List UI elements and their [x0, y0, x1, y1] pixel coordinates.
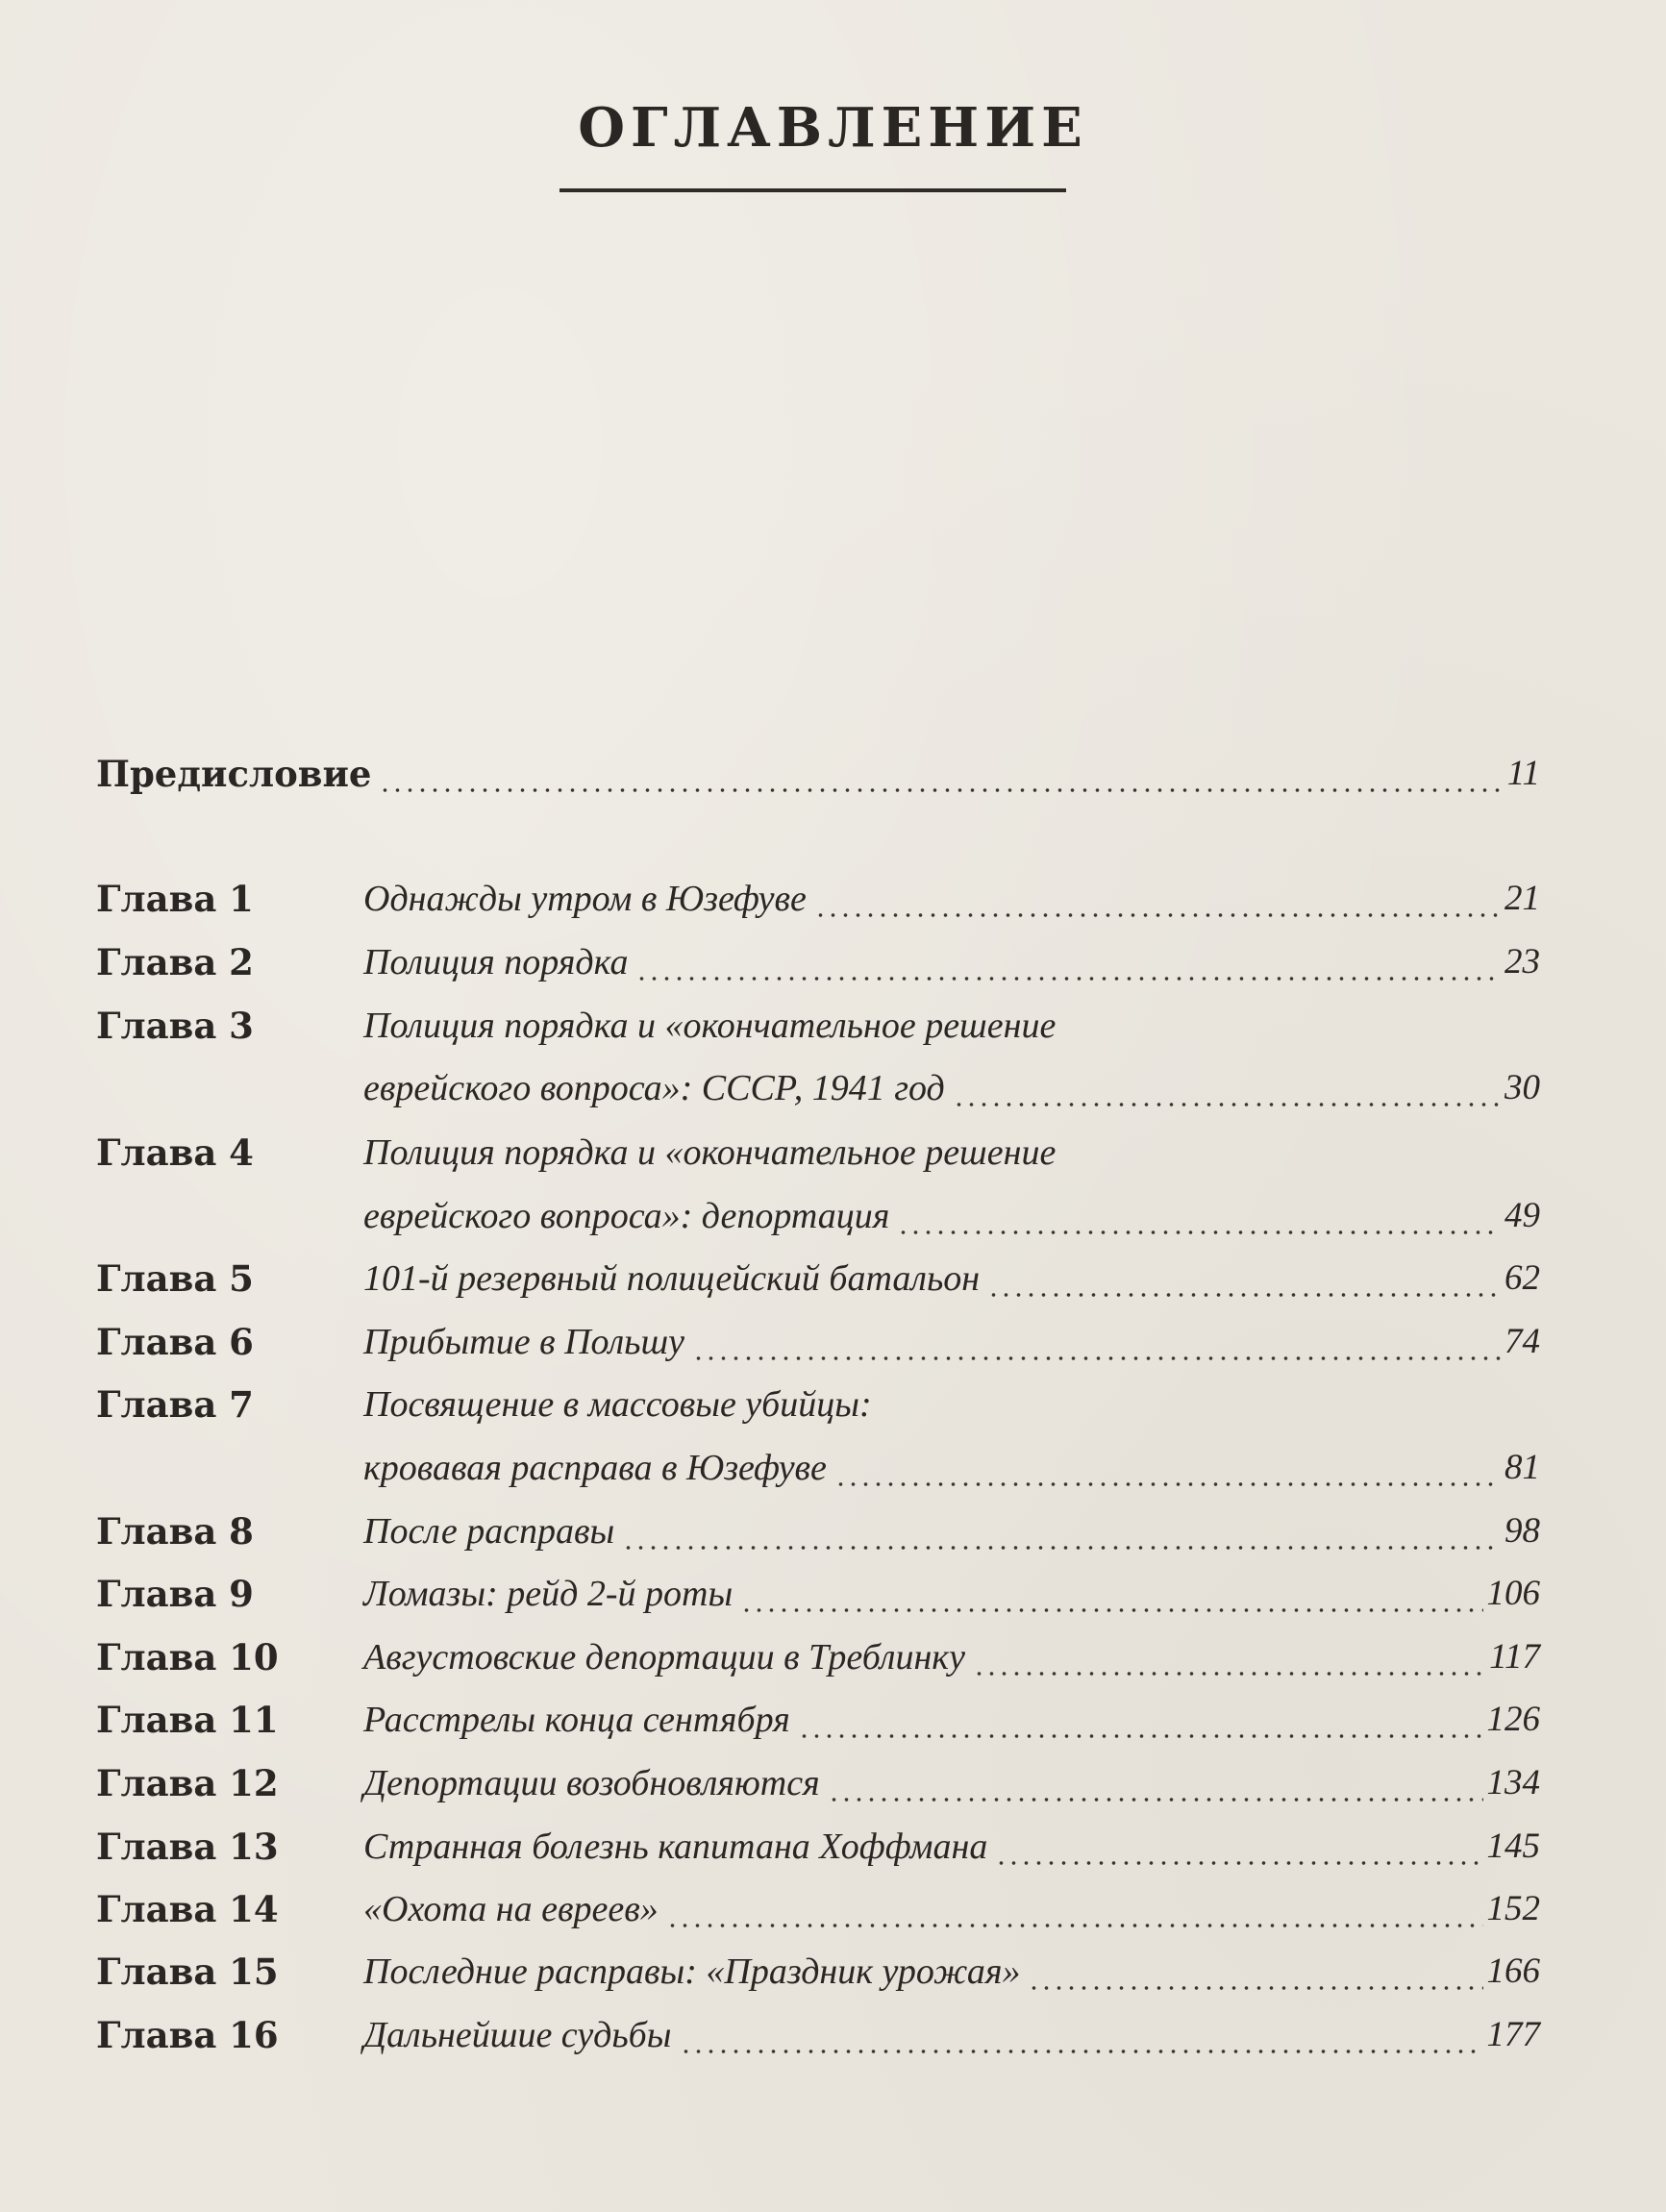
toc-entry-chapter-16[interactable]: [96, 2006, 1540, 2064]
chapter-label: Глава 15: [96, 1951, 279, 1993]
toc-entry-chapter-7-line-1[interactable]: [96, 1376, 1540, 1433]
chapter-label: Глава 8: [96, 1510, 254, 1553]
dot-leader: [635, 933, 1501, 991]
toc-entry-chapter-5[interactable]: [96, 1250, 1540, 1307]
dot-leader: [740, 1565, 1482, 1623]
chapter-title-line-2: еврейского вопроса»: СССР, 1941 год: [363, 1068, 945, 1108]
dot-leader: [834, 1439, 1501, 1497]
chapter-title-line-1: Полиция порядка и «окончательное решение: [363, 1132, 1057, 1173]
chapter-title-line-1: Посвящение в массовые убийцы:: [363, 1384, 872, 1425]
chapter-label: Глава 12: [96, 1762, 279, 1804]
chapter-label: Глава 14: [96, 1888, 279, 1930]
toc-entry-chapter-8[interactable]: [96, 1503, 1540, 1560]
chapter-title: После расправы: [363, 1511, 615, 1552]
dot-leader: [995, 1818, 1482, 1876]
toc-entry-chapter-15[interactable]: [96, 1943, 1540, 2001]
chapter-label: Глава 11: [96, 1699, 279, 1741]
chapter-label: Глава 13: [96, 1826, 279, 1868]
page-number: 166: [1486, 1951, 1540, 1991]
chapter-label: Глава 2: [96, 941, 254, 983]
chapter-title: Полиция порядка: [363, 942, 629, 982]
chapter-title: Ломазы: рейд 2-й роты: [363, 1574, 734, 1614]
chapter-title: Однажды утром в Юзефуве: [363, 879, 807, 919]
toc-entry-chapter-10[interactable]: [96, 1628, 1540, 1686]
toc-entry-chapter-4-line-1[interactable]: [96, 1124, 1540, 1181]
chapter-label: Глава 16: [96, 2014, 279, 2056]
toc-entry-chapter-1[interactable]: [96, 870, 1540, 928]
chapter-label: Глава 4: [96, 1131, 254, 1174]
page-number: 11: [1506, 754, 1540, 793]
dot-leader: [897, 1187, 1501, 1245]
toc-entry-chapter-14[interactable]: [96, 1880, 1540, 1938]
chapter-label: Глава 5: [96, 1257, 254, 1300]
chapter-title: Странная болезнь капитана Хоффмана: [363, 1827, 988, 1867]
toc-entry-chapter-12[interactable]: [96, 1754, 1540, 1812]
page-number: 30: [1504, 1068, 1540, 1107]
chapter-title: 101-й резервный полицейский батальон: [363, 1258, 981, 1299]
toc-entry-chapter-7-line-2[interactable]: [96, 1439, 1540, 1497]
page-number: 21: [1504, 879, 1540, 918]
page-number: 106: [1486, 1574, 1540, 1613]
page-number: 126: [1486, 1700, 1540, 1739]
dot-leader: [814, 870, 1501, 928]
chapter-label: Глава 7: [96, 1383, 254, 1426]
page-number: 49: [1504, 1196, 1540, 1235]
chapter-title: «Охота на евреев»: [363, 1889, 659, 1929]
chapter-title-line-2: кровавая расправа в Юзефуве: [363, 1448, 827, 1488]
toc-entry-chapter-4-line-2[interactable]: [96, 1187, 1540, 1245]
chapter-title-line-1: Полиция порядка и «окончательное решение: [363, 1006, 1057, 1046]
toc-entry-chapter-6[interactable]: [96, 1313, 1540, 1371]
page-number: 152: [1486, 1889, 1540, 1928]
page-number: 177: [1486, 2015, 1540, 2054]
chapter-label: Глава 6: [96, 1321, 254, 1363]
title-underline: [559, 188, 1066, 192]
dot-leader: [798, 1691, 1483, 1749]
chapter-label: Глава 10: [96, 1636, 279, 1678]
chapter-title: Расстрелы конца сентября: [363, 1700, 790, 1740]
dot-leader: [379, 745, 1503, 803]
chapter-label: Глава 3: [96, 1005, 254, 1047]
dot-leader: [828, 1754, 1483, 1812]
page-number: 74: [1504, 1322, 1540, 1361]
page-number: 81: [1504, 1448, 1540, 1487]
page-number: 117: [1489, 1637, 1540, 1677]
chapter-title: Прибытие в Польшу: [363, 1322, 685, 1362]
dot-leader: [692, 1313, 1501, 1371]
dot-leader: [1028, 1943, 1482, 2001]
dot-leader: [666, 1880, 1483, 1938]
preface-label: Предисловие: [96, 753, 372, 795]
toc-entry-chapter-3-line-2[interactable]: [96, 1059, 1540, 1117]
dot-leader: [622, 1503, 1501, 1560]
page-number: 98: [1504, 1511, 1540, 1551]
toc-entry-preface[interactable]: [96, 745, 1540, 803]
toc-entry-chapter-3-line-1[interactable]: [96, 997, 1540, 1055]
chapter-label: Глава 1: [96, 878, 254, 920]
chapter-title: Августовские депортации в Треблинку: [363, 1637, 965, 1678]
chapter-title: Последние расправы: «Праздник урожая»: [363, 1951, 1021, 1992]
dot-leader: [987, 1250, 1501, 1307]
chapter-title: Дальнейшие судьбы: [363, 2015, 672, 2055]
chapter-label: Глава 9: [96, 1573, 254, 1615]
page-number: 23: [1504, 942, 1540, 982]
dot-leader: [973, 1628, 1485, 1686]
toc-entry-chapter-9[interactable]: [96, 1565, 1540, 1623]
dot-leader: [680, 2006, 1483, 2064]
dot-leader: [953, 1059, 1501, 1117]
chapter-title-line-2: еврейского вопроса»: депортация: [363, 1196, 890, 1236]
toc-entry-chapter-11[interactable]: [96, 1691, 1540, 1749]
page-title: ОГЛАВЛЕНИЕ: [578, 96, 1088, 160]
toc-entry-chapter-2[interactable]: [96, 933, 1540, 991]
chapter-title: Депортации возобновляются: [363, 1763, 820, 1803]
page-number: 145: [1486, 1827, 1540, 1866]
page-number: 62: [1504, 1258, 1540, 1298]
page-number: 134: [1486, 1763, 1540, 1802]
toc-entry-chapter-13[interactable]: [96, 1818, 1540, 1876]
